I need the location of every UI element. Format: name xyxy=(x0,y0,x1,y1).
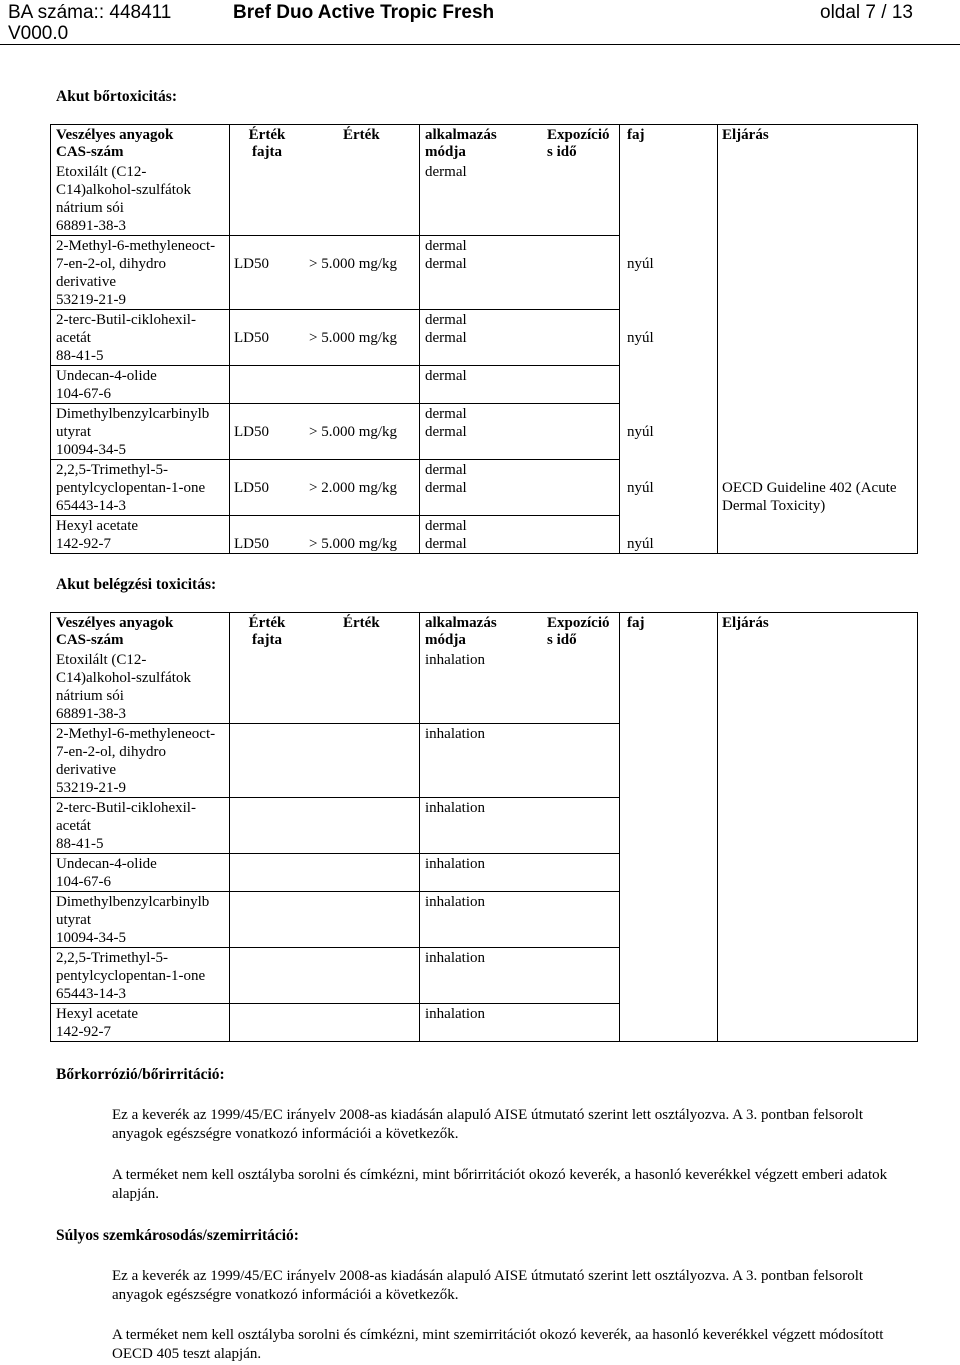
column-header: faj xyxy=(627,127,645,143)
substance-cell: 2-Methyl-6-methyleneoct- 7-en-2-ol, dihydro derivative 53219-21-9 xyxy=(56,726,216,796)
species-cell: nyúl xyxy=(627,536,654,552)
row-divider xyxy=(51,515,619,516)
column-header: alkalmazás módja xyxy=(425,615,497,648)
column-divider xyxy=(419,125,420,553)
column-header: Expozíció s idő xyxy=(547,127,610,160)
substance-cell: Hexyl acetate 142-92-7 xyxy=(56,518,139,552)
page-number: oldal 7 / 13 xyxy=(820,2,913,23)
route-cell: dermal xyxy=(425,312,467,328)
route-cell: dermal xyxy=(425,330,467,346)
route-cell: dermal xyxy=(425,368,467,384)
route-cell: inhalation xyxy=(425,800,485,816)
value-cell: > 5.000 mg/kg xyxy=(309,424,398,440)
route-cell: inhalation xyxy=(425,1006,485,1022)
method-cell: OECD Guideline 402 (Acute Dermal Toxicity) xyxy=(722,480,897,514)
column-header: Érték fajta xyxy=(248,615,286,648)
row-divider xyxy=(51,235,619,236)
column-divider xyxy=(419,613,420,1041)
column-header: Veszélyes anyagok CAS-szám xyxy=(56,615,174,648)
column-divider xyxy=(717,613,718,1041)
section-title-inhalation: Akut belégzési toxicitás: xyxy=(56,576,217,593)
substance-cell: 2,2,5-Trimethyl-5- pentylcyclopentan-1-one 65443-14-3 xyxy=(56,950,206,1002)
value-cell: > 5.000 mg/kg xyxy=(309,256,398,272)
row-divider xyxy=(51,797,619,798)
substance-cell: 2-Methyl-6-methyleneoct- 7-en-2-ol, dihydro derivative 53219-21-9 xyxy=(56,238,216,308)
column-header: Érték xyxy=(343,615,380,631)
column-divider xyxy=(619,125,620,553)
substance-cell: Dimethylbenzylcarbinylb utyrat 10094-34-5 xyxy=(56,894,210,946)
value-type-cell: LD50 xyxy=(234,424,269,440)
skin-paragraph-2: A terméket nem kell osztályba sorolni és címkézni, mint bőrirritációt okozó keverék, a hasonló keverékkel végzett emberi adatok alapján. xyxy=(112,1167,888,1202)
row-divider xyxy=(51,403,619,404)
page-header xyxy=(0,0,960,46)
substance-cell: Dimethylbenzylcarbinylb utyrat 10094-34-5 xyxy=(56,406,210,458)
route-cell: inhalation xyxy=(425,726,485,742)
row-divider xyxy=(51,891,619,892)
eye-paragraph-2: A terméket nem kell osztályba sorolni és címkézni, mint szemirritációt okozó keverék, aa hasonló keverékkel végzett módosított OECD 405 teszt alapján. xyxy=(112,1327,884,1362)
species-cell: nyúl xyxy=(627,330,654,346)
row-divider xyxy=(51,723,619,724)
substance-cell: Undecan-4-olide 104-67-6 xyxy=(56,368,157,402)
column-header: Érték xyxy=(343,127,380,143)
substance-cell: Etoxilált (C12- C14)alkohol-szulfátok nátrium sói 68891-38-3 xyxy=(56,164,191,234)
value-cell: > 5.000 mg/kg xyxy=(309,330,398,346)
section-title-skin: Bőrkorrózió/bőrirritáció: xyxy=(56,1066,225,1083)
column-header: Eljárás xyxy=(722,127,769,143)
value-cell: > 5.000 mg/kg xyxy=(309,536,398,552)
section-title-eye: Súlyos szemkárosodás/szemirritáció: xyxy=(56,1227,299,1244)
substance-cell: Etoxilált (C12- C14)alkohol-szulfátok nátrium sói 68891-38-3 xyxy=(56,652,191,722)
route-cell: dermal xyxy=(425,164,467,180)
column-header: alkalmazás módja xyxy=(425,127,497,160)
route-cell: dermal xyxy=(425,424,467,440)
value-type-cell: LD50 xyxy=(234,256,269,272)
column-header: Veszélyes anyagok CAS-szám xyxy=(56,127,174,160)
column-header: faj xyxy=(627,615,645,631)
version-label: V000.0 xyxy=(8,23,69,44)
route-cell: dermal xyxy=(425,238,467,254)
value-type-cell: LD50 xyxy=(234,330,269,346)
substance-cell: 2-terc-Butil-ciklohexil- acetát 88-41-5 xyxy=(56,800,196,852)
row-divider xyxy=(51,853,619,854)
route-cell: dermal xyxy=(425,480,467,496)
substance-cell: 2,2,5-Trimethyl-5- pentylcyclopentan-1-one 65443-14-3 xyxy=(56,462,206,514)
column-header: Eljárás xyxy=(722,615,769,631)
column-header: Expozíció s idő xyxy=(547,615,610,648)
route-cell: dermal xyxy=(425,536,467,552)
value-cell: > 2.000 mg/kg xyxy=(309,480,398,496)
section-title-dermal: Akut bőrtoxicitás: xyxy=(56,88,177,105)
value-type-cell: LD50 xyxy=(234,536,269,552)
column-header: Érték fajta xyxy=(248,127,286,160)
skin-paragraph-1: Ez a keverék az 1999/45/EC irányelv 2008-as kiadásán alapuló AISE útmutató szerint lett osztályozva. A 3. pontban felsorolt anyagok egészségre vonatkozó információi a következők. xyxy=(112,1107,864,1142)
substance-cell: Undecan-4-olide 104-67-6 xyxy=(56,856,157,890)
column-divider xyxy=(717,125,718,553)
column-divider xyxy=(619,613,620,1041)
route-cell: dermal xyxy=(425,256,467,272)
eye-paragraph-1: Ez a keverék az 1999/45/EC irányelv 2008-as kiadásán alapuló AISE útmutató szerint lett osztályozva. A 3. pontban felsorolt anyagok egészségre vonatkozó információi a következők. xyxy=(112,1268,864,1303)
dermal-toxicity-table xyxy=(50,124,918,554)
row-divider xyxy=(51,309,619,310)
route-cell: inhalation xyxy=(425,950,485,966)
route-cell: dermal xyxy=(425,406,467,422)
inhalation-toxicity-table xyxy=(50,612,918,1042)
row-divider xyxy=(51,1003,619,1004)
species-cell: nyúl xyxy=(627,256,654,272)
route-cell: inhalation xyxy=(425,894,485,910)
species-cell: nyúl xyxy=(627,480,654,496)
route-cell: dermal xyxy=(425,518,467,534)
row-divider xyxy=(51,459,619,460)
product-name: Bref Duo Active Tropic Fresh xyxy=(233,2,495,23)
route-cell: dermal xyxy=(425,462,467,478)
header-divider xyxy=(0,44,960,45)
value-type-cell: LD50 xyxy=(234,480,269,496)
substance-cell: Hexyl acetate 142-92-7 xyxy=(56,1006,139,1040)
route-cell: inhalation xyxy=(425,652,485,668)
row-divider xyxy=(51,947,619,948)
substance-cell: 2-terc-Butil-ciklohexil- acetát 88-41-5 xyxy=(56,312,196,364)
row-divider xyxy=(51,365,619,366)
ba-number: BA száma:: 448411 xyxy=(8,2,172,23)
route-cell: inhalation xyxy=(425,856,485,872)
species-cell: nyúl xyxy=(627,424,654,440)
